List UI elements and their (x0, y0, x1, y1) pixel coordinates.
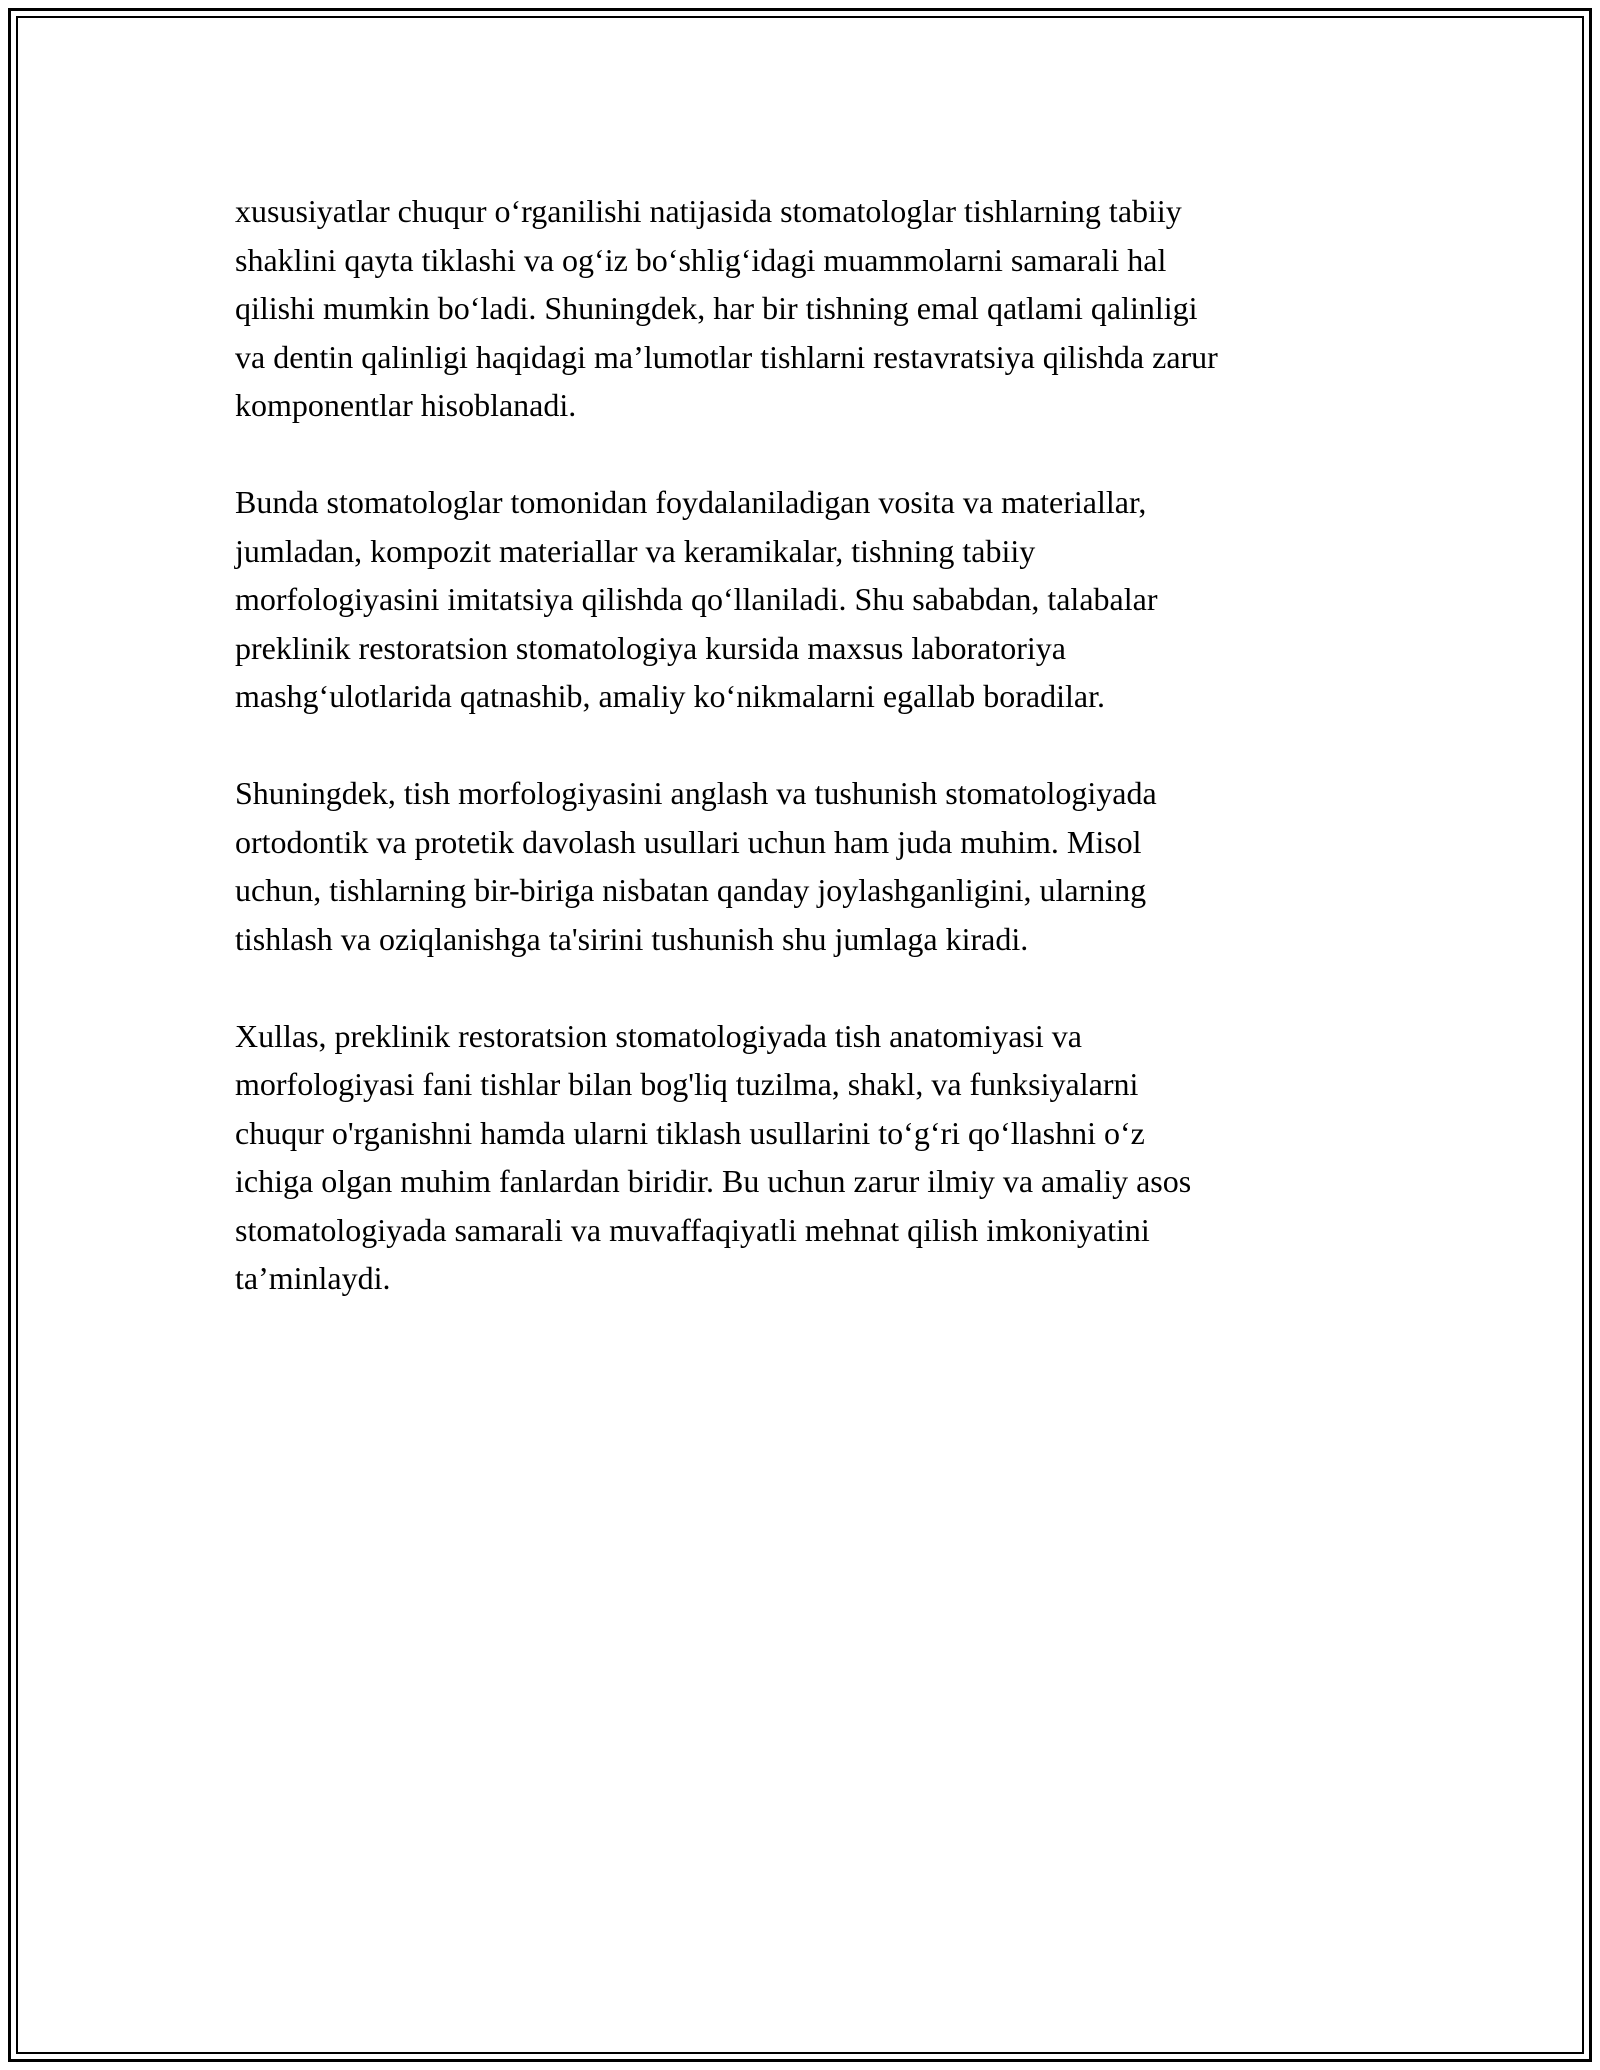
text-line: morfologiyasi fani tishlar bilan bog'liq tuzilma, shakl, va funksiyalarni (235, 1066, 1139, 1102)
text-line: preklinik restoratsion stomatologiya kursida maxsus laboratoriya (235, 629, 1066, 666)
text-line: qilishi mumkin bo‘ladi. Shuningdek, har bir tishning emal qatlami qalinligi (235, 290, 1198, 326)
text-line: uchun, tishlarning bir-biriga nisbatan qanday joylashganligini, ularning (235, 872, 1147, 908)
text-line: chuqur o'rganishni hamda ularni tiklash usullarini to‘g‘ri qo‘llashni o‘z (235, 1114, 1145, 1151)
paragraph-3 (235, 769, 1395, 963)
text-line: ichiga olgan muhim fanlardan biridir. Bu uchun zarur ilmiy va amaliy asos (235, 1163, 1192, 1199)
text-line: mashg‘ulotlarida qatnashib, amaliy ko‘nikmalarni egallab boradilar. (235, 678, 1105, 714)
text-line: xususiyatlar chuqur o‘rganilishi natijasida stomatologlar tishlarning tabiiy (235, 193, 1182, 229)
text-line: va dentin qalinligi haqidagi ma’lumotlar tishlarni restavratsiya qilishda zarur (235, 338, 1218, 375)
text-line: shaklini qayta tiklashi va og‘iz bo‘shlig‘idagi muammolarni samarali hal (235, 241, 1167, 278)
text-line: jumladan, kompozit materiallar va keramikalar, tishning tabiiy (235, 532, 1036, 569)
text-line: stomatologiyada samarali va muvaffaqiyatli mehnat qilish imkoniyatini (235, 1211, 1150, 1248)
text-line: Shuningdek, tish morfologiyasini anglash va tushunish stomatologiyada (235, 775, 1157, 811)
paragraph-2 (235, 478, 1395, 721)
text-line: ta’minlaydi. (235, 1260, 391, 1296)
text-line: tishlash va oziqlanishga ta'sirini tushunish shu jumlaga kiradi. (235, 920, 1029, 957)
paragraph-4 (235, 1012, 1395, 1303)
paragraph-1 (235, 187, 1395, 430)
text-line: Bunda stomatologlar tomonidan foydalaniladigan vosita va materiallar, (235, 484, 1147, 520)
text-line: ortodontik va protetik davolash usullari uchun ham juda muhim. Misol (235, 823, 1142, 860)
text-line: Xullas, preklinik restoratsion stomatologiyada tish anatomiyasi va (235, 1017, 1082, 1054)
document-body (235, 187, 1395, 1351)
text-line: morfologiyasini imitatsiya qilishda qo‘llaniladi. Shu sababdan, talabalar (235, 581, 1158, 617)
text-line: komponentlar hisoblanadi. (235, 387, 577, 423)
